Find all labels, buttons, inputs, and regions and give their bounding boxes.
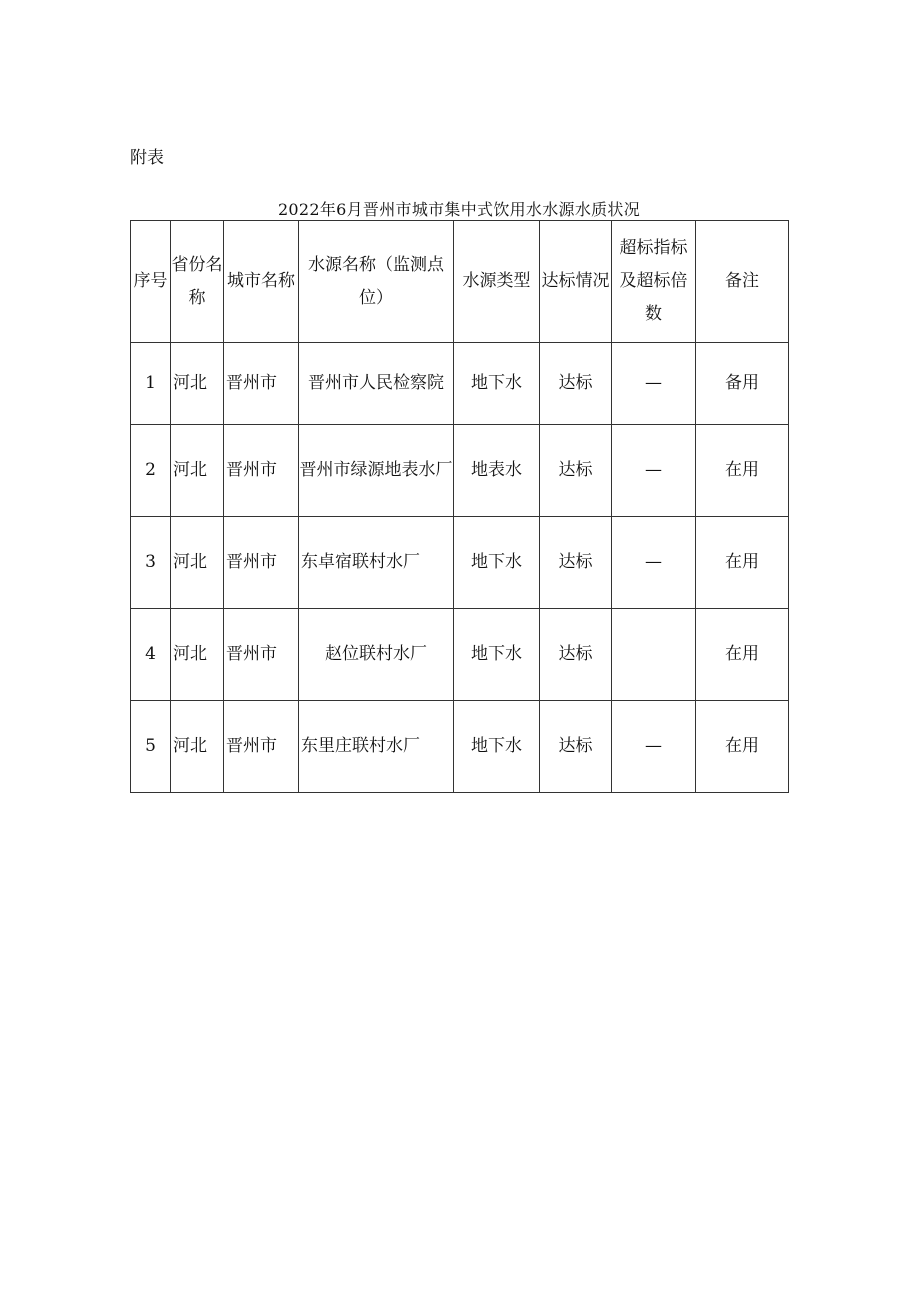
cell-city: 晋州市 (224, 609, 299, 701)
cell-status: 达标 (540, 517, 612, 609)
table-header-row (131, 221, 789, 343)
table-title: 2022年6月晋州市城市集中式饮用水水源水质状况 (277, 200, 641, 219)
cell-city: 晋州市 (224, 701, 299, 793)
cell-exceed: — (612, 701, 696, 793)
cell-province: 河北 (171, 517, 224, 609)
table-row (131, 701, 789, 793)
cell-city: 晋州市 (224, 517, 299, 609)
cell-type: 地下水 (454, 343, 540, 425)
table-row (131, 609, 789, 701)
cell-status: 达标 (540, 425, 612, 517)
cell-no: 2 (131, 425, 171, 517)
cell-type: 地下水 (454, 701, 540, 793)
col-header-exceed: 超标指标及超标倍数 (612, 221, 696, 343)
col-header-no: 序号 (131, 221, 171, 343)
cell-note: 在用 (696, 701, 789, 793)
col-header-type: 水源类型 (454, 221, 540, 343)
water-quality-table (130, 220, 789, 793)
cell-note: 在用 (696, 609, 789, 701)
table-row (131, 343, 789, 425)
cell-source: 晋州市人民检察院 (299, 343, 454, 425)
col-header-city: 城市名称 (224, 221, 299, 343)
cell-no: 3 (131, 517, 171, 609)
cell-note: 备用 (696, 343, 789, 425)
cell-source: 晋州市绿源地表水厂 (299, 425, 454, 517)
cell-note: 在用 (696, 425, 789, 517)
col-header-note: 备注 (696, 221, 789, 343)
cell-city: 晋州市 (224, 343, 299, 425)
cell-source: 东卓宿联村水厂 (299, 517, 454, 609)
table-row (131, 517, 789, 609)
appendix-label: 附表 (130, 148, 164, 168)
cell-exceed: — (612, 425, 696, 517)
cell-source: 东里庄联村水厂 (299, 701, 454, 793)
col-header-source: 水源名称（监测点位） (299, 221, 454, 343)
col-header-status: 达标情况 (540, 221, 612, 343)
cell-no: 5 (131, 701, 171, 793)
cell-city: 晋州市 (224, 425, 299, 517)
cell-exceed: — (612, 517, 696, 609)
cell-province: 河北 (171, 609, 224, 701)
cell-type: 地下水 (454, 609, 540, 701)
cell-status: 达标 (540, 701, 612, 793)
cell-status: 达标 (540, 609, 612, 701)
cell-province: 河北 (171, 701, 224, 793)
col-header-province: 省份名称 (171, 221, 224, 343)
table-row (131, 425, 789, 517)
cell-exceed (612, 609, 696, 701)
cell-province: 河北 (171, 343, 224, 425)
cell-province: 河北 (171, 425, 224, 517)
cell-no: 1 (131, 343, 171, 425)
cell-status: 达标 (540, 343, 612, 425)
cell-type: 地表水 (454, 425, 540, 517)
cell-no: 4 (131, 609, 171, 701)
cell-exceed: — (612, 343, 696, 425)
cell-type: 地下水 (454, 517, 540, 609)
cell-note: 在用 (696, 517, 789, 609)
cell-source: 赵位联村水厂 (299, 609, 454, 701)
